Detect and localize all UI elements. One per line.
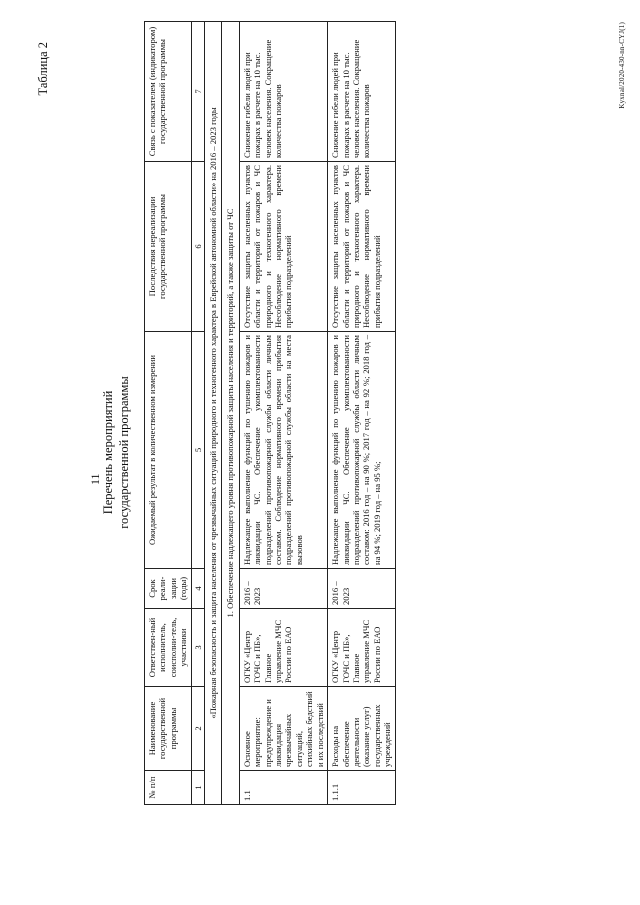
measure-executor: ОГКУ «Центр ГОЧС и ПБ», Главное управление МЧС России по ЕАО	[239, 609, 327, 687]
measures-table	[144, 21, 396, 805]
column-number: 4	[191, 569, 204, 609]
program-title-row	[205, 22, 222, 805]
measure-period: 2016 – 2023	[239, 569, 327, 609]
measure-indicator-link: Снижение гибели людей при пожарах в расчете на 10 тыс. человек населения. Сокращение количества пожаров	[328, 22, 395, 162]
document-code: Kyxnal/2020-430-nn-CYJ(1)	[618, 22, 626, 109]
header-executor: Ответствен-ный исполнитель, соисполни-тель, участники	[145, 609, 192, 687]
measure-period: 2016 – 2023	[328, 569, 395, 609]
program-title: «Пожарная безопасность и защита населения от чрезвычайных ситуаций природного и техногенного характера в Еврейской автономной области» на 2016 – 2023 годы	[205, 22, 222, 805]
page-title	[100, 0, 132, 905]
table-row	[239, 22, 327, 805]
title-line-1: Перечень мероприятий	[101, 390, 115, 515]
column-number: 6	[191, 162, 204, 332]
header-consequences: Последствия нереализации государственной программы	[145, 162, 192, 332]
column-number: 7	[191, 22, 204, 162]
header-num: № п/п	[145, 771, 192, 805]
column-number: 2	[191, 687, 204, 771]
column-number: 3	[191, 609, 204, 687]
page-number: 11	[88, 473, 102, 485]
table-row	[328, 22, 395, 805]
measure-name: Расходы на обеспечение деятельности (оказание услуг) государственных учреждений	[328, 687, 395, 771]
table-label: Таблица 2	[36, 42, 50, 96]
table-header-row	[145, 22, 192, 805]
title-line-2: государственной программы	[117, 376, 131, 529]
task-title-row	[222, 22, 239, 805]
column-number: 1	[191, 771, 204, 805]
measure-result: Надлежащее выполнение функций по тушению пожаров и ликвидации ЧС. Обеспечение укомплектованности подразделений противопожарной службы области личным составом: 2016 год – на 90 %; 2017 год – на 92 %; 2018 год – на 94 %; 2019 год – на 95 %;	[328, 332, 395, 569]
header-program-name: Наименование государственной программы	[145, 687, 192, 771]
measure-name: Основное мероприятие: предупреждение и ликвидация чрезвычайных ситуаций, стихийных бедствий и их последствий	[239, 687, 327, 771]
task-title: 1. Обеспечение надлежащего уровня противопожарной защиты населения и территорий, а также защиты от ЧС	[222, 22, 239, 805]
row-number: 1.1.1	[328, 771, 395, 805]
measure-indicator-link: Снижение гибели людей при пожарах в расчете на 10 тыс. человек населения. Сокращение количества пожаров	[239, 22, 327, 162]
measure-consequences: Отсутствие защиты населенных пунктов области и территорий от пожаров и ЧС природного и техногенного характера. Несоблюдение нормативного времени прибытия подразделений	[328, 162, 395, 332]
measure-result: Надлежащее выполнение функций по тушению пожаров и ликвидации ЧС. Обеспечение укомплектованности подразделений противопожарной службы области личным составом. Соблюдение нормативного времени прибытия подразделений противопожарной службы области на места вызовов	[239, 332, 327, 569]
measure-consequences: Отсутствие защиты населенных пунктов области и территорий от пожаров и ЧС природного и техногенного характера. Несоблюдение нормативного времени прибытия подразделений	[239, 162, 327, 332]
column-number-row	[191, 22, 204, 805]
header-period: Срок реали-зации (годы)	[145, 569, 192, 609]
measure-executor: ОГКУ «Центр ГОЧС и ПБ», Главное управление МЧС России по ЕАО	[328, 609, 395, 687]
row-number: 1.1	[239, 771, 327, 805]
header-indicator-link: Связь с показателем (индикатором) государственной программы	[145, 22, 192, 162]
column-number: 5	[191, 332, 204, 569]
header-expected-result: Ожидаемый результат в количественном измерении	[145, 332, 192, 569]
